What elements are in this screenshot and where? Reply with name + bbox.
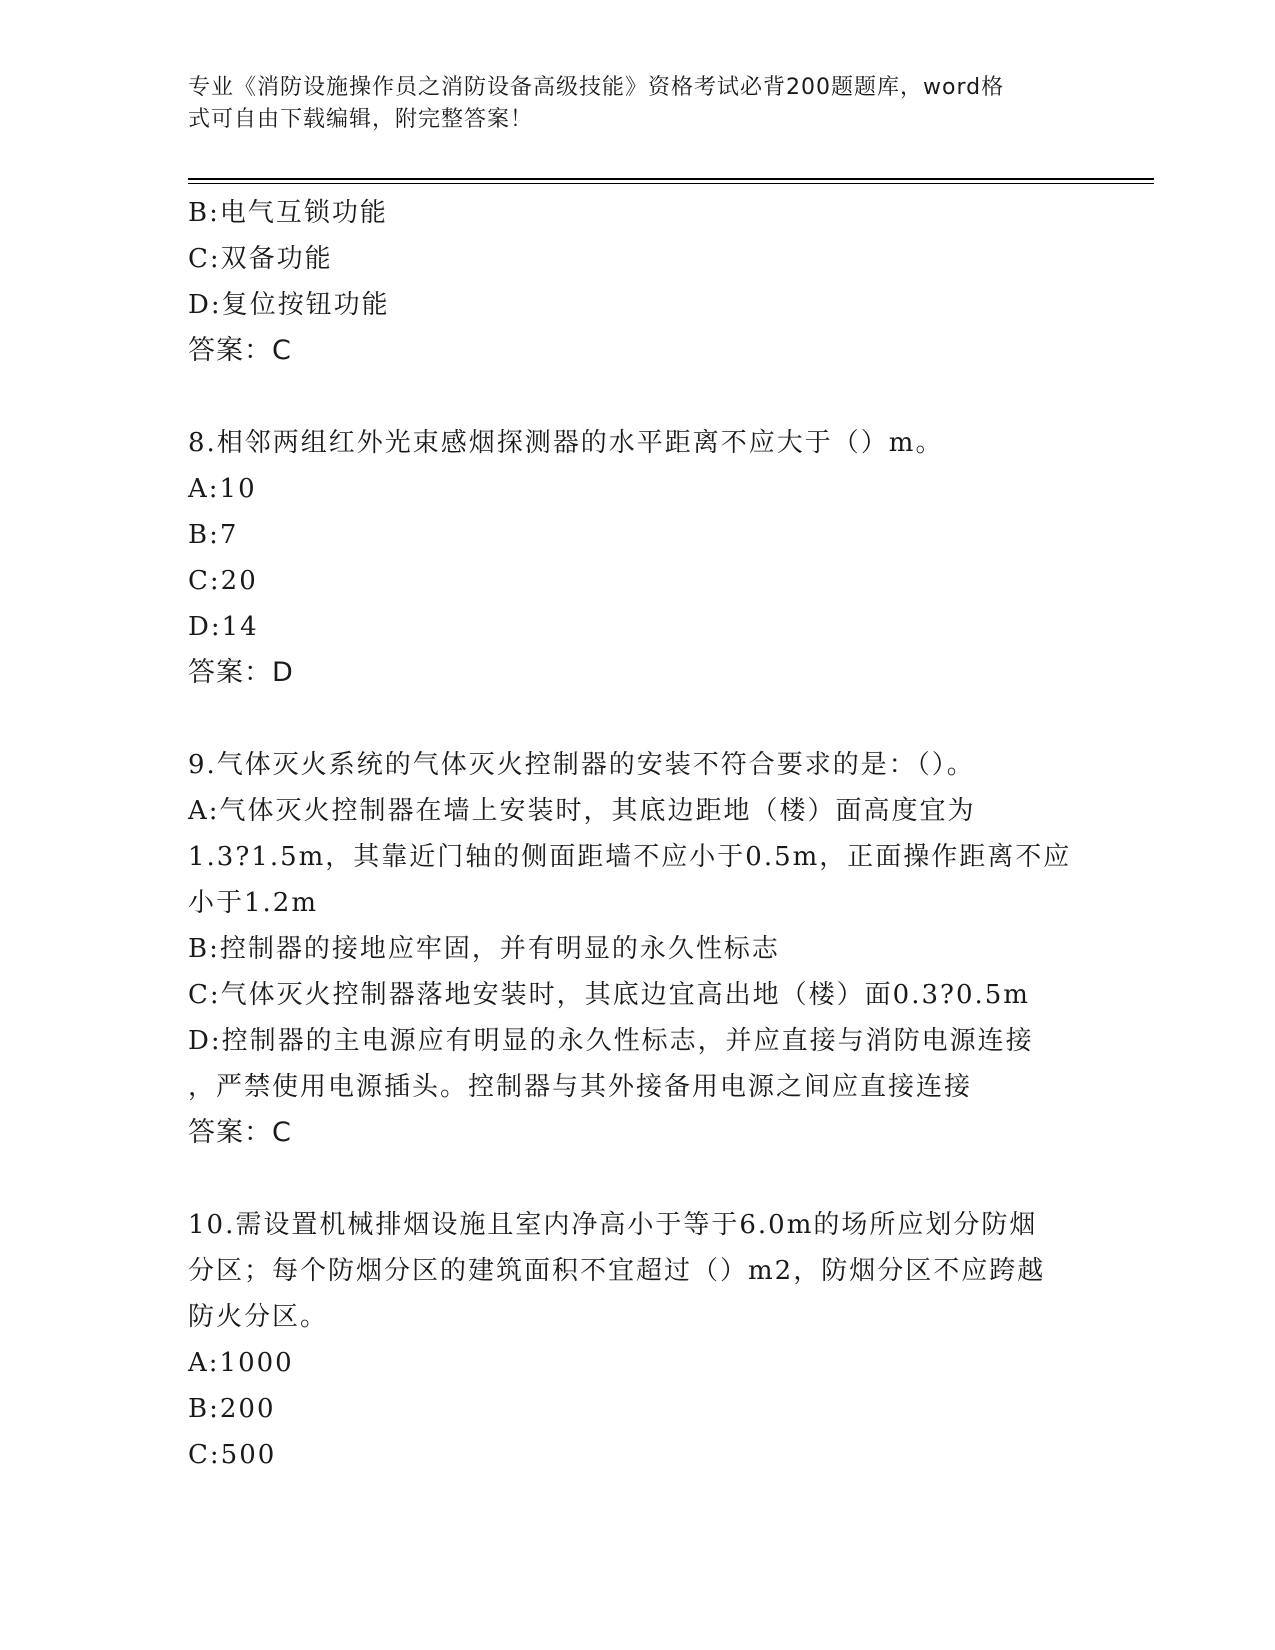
option-c: C:双备功能 [188, 244, 333, 274]
answer: 答案：D [188, 657, 294, 688]
question-stem: 9.气体灭火系统的气体灭火控制器的安装不符合要求的是：（）。 [188, 750, 975, 780]
question-stem-line-1: 10.需设置机械排烟设施且室内净高小于等于6.0m的场所应划分防烟 [188, 1210, 1038, 1240]
spacer [188, 696, 1088, 742]
option-c: C:20 [188, 566, 258, 596]
question-stem-line-3: 防火分区。 [188, 1302, 329, 1332]
option-b: B:电气互锁功能 [188, 198, 388, 228]
option-a-line-1: A:气体灭火控制器在墙上安装时，其底边距地（楼）面高度宜为 [188, 796, 976, 826]
option-c: C:500 [188, 1440, 277, 1470]
question-7-continued [188, 190, 1088, 374]
option-d-line-1: D:控制器的主电源应有明显的永久性标志，并应直接与消防电源连接 [188, 1026, 1034, 1056]
header-line-2: 式可自由下载编辑，附完整答案！ [188, 107, 534, 132]
option-a: A:10 [188, 474, 257, 504]
option-b: B:控制器的接地应牢固，并有明显的永久性标志 [188, 934, 780, 964]
header-divider-thin [188, 183, 1154, 184]
header-divider-thick [188, 178, 1154, 180]
option-d: D:14 [188, 612, 259, 642]
option-c: C:气体灭火控制器落地安装时，其底边宜高出地（楼）面0.3?0.5m [188, 980, 1030, 1010]
question-9 [188, 742, 1088, 1156]
question-content [188, 190, 1088, 1478]
answer: 答案：C [188, 335, 292, 366]
option-a: A:1000 [188, 1348, 294, 1378]
option-b: B:7 [188, 520, 239, 550]
option-a-line-3: 小于1.2m [188, 888, 319, 918]
question-stem-line-2: 分区；每个防烟分区的建筑面积不宜超过（）m2，防烟分区不应跨越 [188, 1256, 1046, 1286]
option-d-line-2: ，严禁使用电源插头。控制器与其外接备用电源之间应直接连接 [188, 1072, 973, 1102]
spacer [188, 374, 1088, 420]
answer: 答案：C [188, 1117, 292, 1148]
document-header [188, 72, 1068, 136]
spacer [188, 1156, 1088, 1202]
question-8 [188, 420, 1088, 696]
question-stem: 8.相邻两组红外光束感烟探测器的水平距离不应大于（）m。 [188, 428, 944, 458]
header-line-1: 专业《消防设施操作员之消防设备高级技能》资格考试必背200题题库，word格 [188, 75, 1005, 100]
option-d: D:复位按钮功能 [188, 290, 390, 320]
option-a-line-2: 1.3?1.5m，其靠近门轴的侧面距墙不应小于0.5m，正面操作距离不应 [188, 842, 1072, 872]
question-10 [188, 1202, 1088, 1478]
option-b: B:200 [188, 1394, 276, 1424]
